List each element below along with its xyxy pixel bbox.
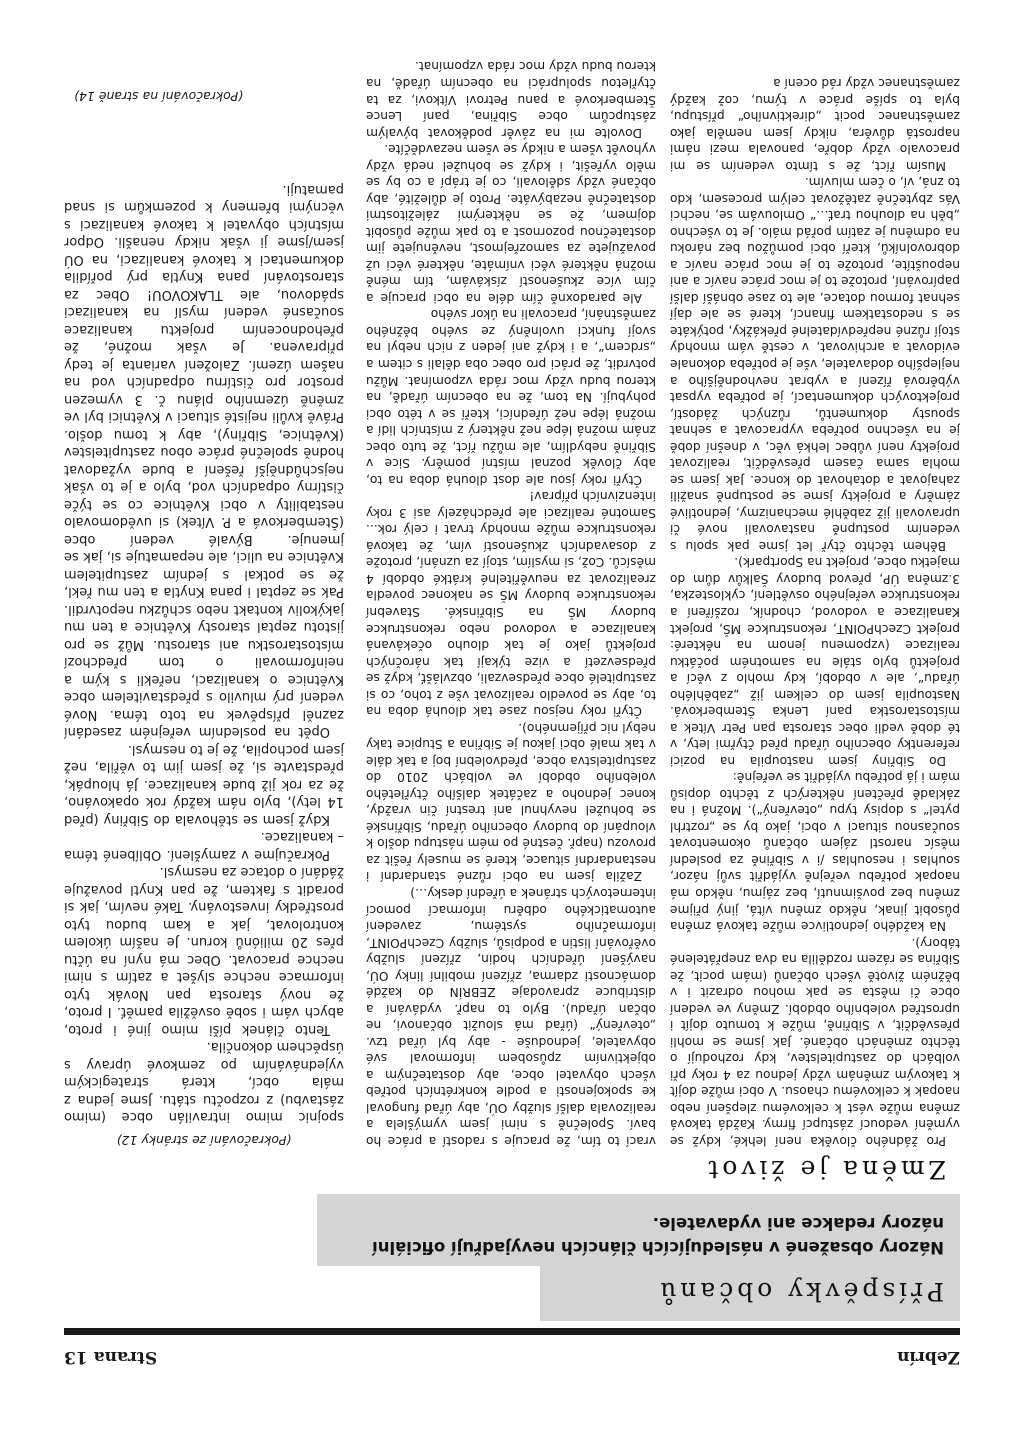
paragraph: Zažila jsem na obci různé standardní i nestandardní situace, které se musely řešit za provozu (např. čestné po mém nástupu došlo k vloupání do budovy obecního úřadu, Sibřinské se bohužel nevyhnul ani trestní čin vraždy, konec jednoho a začátek dalšího čtyřletého volebního období ve volbách 2010 do zastupitelstva obce, předvolební boj a tak dále v tak malé obci jakou je Sibřina a Stupice taky nebyl nic příjemného).: [366, 720, 656, 884]
article-title: Změna je život: [704, 1155, 946, 1184]
paragraph: Musím říct, že s tímto vedením se mi pracovalo vždy dobře, panovala mezi námi naprostá důvěra, nikdy jsem neměla jako zaměstnanec pocit „direktivního“ přístupu, byla to spíše práce v týmu, což každý zaměstnanec vždy rád ocení a: [670, 76, 960, 173]
newsletter-name: Zebrín: [897, 1347, 960, 1367]
continued-on-note: (Pokračování na straně 14): [74, 89, 244, 104]
editorial-notice: Názory obsažené v následujících článcích nevyjadřují oficiální názory redakce ani vydavatele.: [372, 1214, 944, 1257]
paragraph: spojnic mimo intravilán obce (mimo zástavbu) z rozpočtu státu. Jsme jedna z mála obcí, která strategickým vyjednáváním po zemkové úpravy s úspěchem dokončila.: [64, 1039, 344, 1125]
paragraph: Na každého jednotlivce může taková změna působit jinak, někdo změnu vítá, jiný přijme změnu bez povšimnutí, bez zájmu, někdo má naopak potřebu veřejně vyjádřit svůj názor, souhlas i nesouhlas /i v Sibřině za poslední měsíc narostl zájem občanů okomentovat současnou situaci v obci, jako by se „roztrhl pytel“ s dopisy typu „otevřený“). Možná i na základě přečtení některých z těchto dopisů mám i já potřebu vyjádřit se veřejně:: [670, 770, 960, 934]
article-column-1: [670, 74, 960, 1149]
page-header: [64, 1341, 960, 1367]
continued-from-note: (Pokračování ze stránky 12): [116, 1133, 292, 1148]
page-number: Strana 13: [64, 1347, 158, 1367]
article-column-2: [366, 58, 656, 1149]
paragraph: Čtyři roky nejsou zase tak dlouhá doba na to, aby se povedlo realizovat vše z toho, co si zastupitelé obce předsevzali, obzvlášť, když se předsevzetí a vize týkají tak náročných projektů jako je tak dlouho očekávaná kanalizace a vodovod nebo rekonstrukce budovy MŠ na Sibřinské. Stavební rekonstrukce budovy MŠ se nakonec povedla zrealizovat za neuvěřitelné krátké období 4 měsíců. Což, si myslím, stojí za uznání, protože z dosavadních zkušeností vím, že taková rekonstrukce může mnohdy trvat i celý rok... Samotné realizaci ale předcházely asi 3 roky intenzivních příprav!: [366, 489, 656, 719]
paragraph: Tento článek píši mimo jiné i proto, abych vám i sobě osvěžila paměť. I proto, že nový starosta pan Novák tyto informace nechce slyšet a zatím s nimi nechce pracovat. Obec má nyní na účtu přes 20 miliónů korun. Je naším úkolem kontrolovat, jak a kam budou tyto prostředky investovány. Také nevím, jak si poradit s faktem, že pan Knytl považuje žádání o dotace za nesmysl.: [64, 864, 344, 1037]
paragraph: Pro žádného člověka není lehké, když se vymění vedoucí zástupcí firmy. Každá taková změna může vést k celkovému zlepšení nebo naopak k celkovému chaosu. V obci může dojít k takovým změnám vždy jednou za 4 roky při volbách do zastupitelstev, kdy rozhodují o těchto změnách občané. Jak jsme se mohli přesvědčit, v Sibřině, může k tomuto dojít i uprostřed volebního období. Změny ve vedení obce či města se pak mohou odrazit i v běžném životě všech občanů (mám pocit, že Sibřina se rázem rozdělila na dva znepřátelené tábory).: [670, 935, 960, 1148]
paragraph: Když jsem se stěhovala do Sibřiny (před 14 lety), bylo nám každý rok opakováno, že za rok již bude kanalizace. Já hloupák, představte si, že jsem jim to věřila, než jsem pochopila, že je to nesmysl.: [64, 742, 344, 827]
paragraph: Během těchto čtyř let jsme pak spolu s vedením postupně nastavovali nové či upravovali již zaběhlé mechanizmy, jednotlivé záměry a projekty jsme se postupně snažili zahajovat a dotahovat do konce. Jak jsem se mohla sama časem přesvědčit, realizovat projekty není vůbec lehká věc, v dnešní době je na všechno potřeba vypracovat a sehnat spousty dokumentů, různých žádostí, projektových dokumentací, je potřeba vypsat výběrová řízení a vybrat nevhodnějšího a nejlepšího dodavatele, vše je potřeba dokonale evidovat a archivovat, v cestě vám mnohdy stojí různé nepředvídatelné překážky, potýkáte se s nedostatkem financí, které se ale dají sehnat formou dotace, ale to zase obnáší další papírování, protože to je moc práce navíc a ani nepouštíte, protože to je moc práce navíc a dobrovolníků, kteří obci pomůžou bez nároku na odměnu je zatím pořád málo. Je to všechno „běh na dlouhou trať…“ Omlouvám se, nechci Vás zbytečně zatěžovat celým procesem, kdo to zná, ví, o čem mluvím.: [670, 175, 960, 553]
paragraph: Ale paradoxně čím déle na obci pracuje a čím více zkušeností získávám, tím méně možná některé věci vnímáte, některé věci už považujete za samozřejmost, nevěnujete jim dostatečnou pozornost a to pak může působit dojmem, že se některými záležitostmi dostatečně nezabýváte. Proto je důležité, aby občané vždy sdělovali, co je trápí a co by se mělo vyřešit, i když se bohužel nedá vždy vyhovět všem a nikdy se všem nezavděčíte.: [366, 142, 656, 305]
paragraph: Do Sibřiny jsem nastoupila na pozici referentky obecního úřadu před čtyřmi lety, v té době vedli obec starosta pan Petr Vítek a místostarostka paní Lenka Štemberková. Nastoupila jsem do celkem již „zaběhlého úřadu“, ale v období, kdy mohlo z věcí a projektů bylo stále na samotném počátku realizace (vzpomenu jenom na některé: projekt CzechPOINT, rekonstrukce MŠ, projekt Kanalizace a vodovod, chodník, rozšíření a rekonstrukce veřejného osvětlení, cyklostezka, 3.změna ÚP, převod budovy Šalkův dům do majetku obce, projekt na Sportpark).: [670, 555, 960, 768]
section-title: Příspěvky občanů: [656, 1277, 944, 1306]
paragraph: Čtyři roky jsou ale dost dlouhá doba na to, aby člověk poznal místní poměry. Sice v Sibřině nebydlím, ale můžu říct, že tuto obec znám možná lépe než některý z místních lidí a možná lépe než úředníci, kteří se v této obci pohybují. Na tom, že na obecním úřadě, na kterou budu vždy moc ráda vzpomínat. Můžu potvrdit, že práci pro obec oba dělali s citem a „srdcem“, a i když ani jeden z nich nebyl na svojí funkci uvolněný ze svého běžného zaměstnání, pracovali na úkor svého: [366, 307, 656, 487]
paragraph: Pokračujme v zamyšlení. Oblíbené téma – kanalizace.: [64, 829, 344, 862]
paragraph: vrací to tím, že pracuje s radostí a práce ho baví. Společně s nimi jsem vymýšlela a realizovala další služby OÚ, aby úřad fungoval ke spokojenosti a podle konkrétních potřeb všech obyvatel obce, aby dostatečným a objektivním způsobem informoval své obyvatele, jednoduše - aby byl úřad tzv.„otevřený“ (úřad má sloužit občanovi, ne občan úřadu). Bylo to např. vydávání a distribuce zpravodaje ZEBRÍN do každé domácnosti zdarma, zřízení mobilní linky OÚ, navýšení úředních hodin, zřízení služby ověřování listin a podpisů, služby CzechPOINT, informačního systému, zavedení automatického odběru informací pomocí internetových stránek a úřední desky…): [366, 886, 656, 1148]
paragraph: Opět na posledním veřejném zasedání zazněl příspěvek na toto téma. Nové vedení prý mluvilo s představitelem obce Květnice o kanalizaci, neřekli s kým a neinformovali o tom předchozí místostarostku ani starostu. Můž se pro jistotu zeptal starosty Květnice a ten mu jakýkoliv kontakt nebo schůzku nepotvrdil. Pak se zeptal i pana Knytla a ten mu řekl, že se potkal s jedním zastupitelem Květnice na ulici, ale nepamatuje si, jak se jmenuje. Bývalé vedení obce (Štemberková a P. Vítek) si uvědomovalo nestability v obci Květnice co se týče čistírny odpadních vod, bylo a je to však nejschůdnější řešení a bude vyžadovat hodně společné práce obou zastupitelstev (Květnice, Sibřiny), aby k tomu došlo. Právě kvůli nejisté situaci v Květnici byl ve změně územního plánu č. 3 vymezen prostor pro čistírnu odpadních vod na našem území. Založení varianta je tedy připravena. Je však možné, že přehodnocením projektu kanalizace současné vedení myslí na kanalizaci spádovou, ale TLAKOVOU! Obec za starostování pana Knytla prý pořídila dokumentaci k takové kanalizaci, na OÚ jsem/jsme ji však nikdy nenašli. Odpor místních obyvatel k takové kanalizaci s věcnými břemeny k pozemkům si snad pamatuji.: [64, 182, 344, 740]
continued-column: [64, 181, 344, 1150]
paragraph: Dovolte mi na závěr poděkovat bývalým zástupcům obce Sibřina, paní Lence Štemberkové a panu Petrovi Vítkovi, za ta čtyřletou spolupráci na obecním úřadě, na kterou budu vždy moc ráda vzpomínat.: [366, 59, 656, 140]
header-rule: [64, 1328, 960, 1335]
